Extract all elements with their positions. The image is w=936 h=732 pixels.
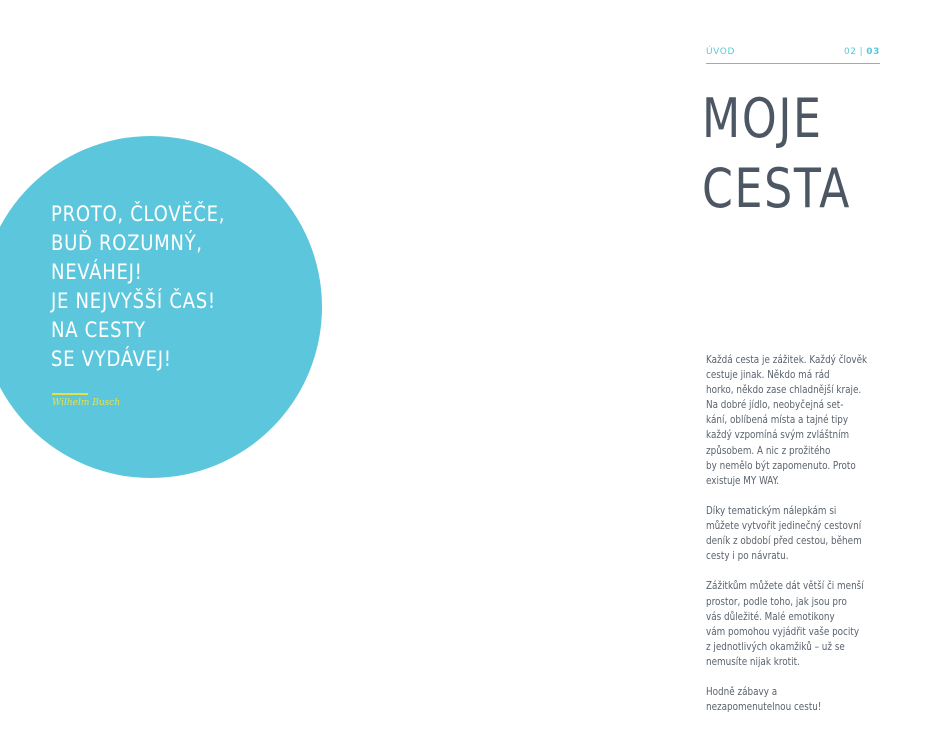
text-line: můžete vytvořit jedinečný cestovní [706,520,862,533]
text-line: vám pomohou vyjádřit vaše pocity [706,625,860,638]
text-line: z jednotlivých okamžiků – už se [706,640,845,653]
page-separator: | [859,47,864,57]
title-line: MOJE [702,87,823,150]
text-line: existuje MY WAY. [706,474,780,487]
quote-author: Wilhelm Busch [52,398,121,408]
text-line: nezapomenutelnou cestu! [706,701,822,714]
intro-text [706,353,891,730]
text-line: Na dobré jídlo, neobyčejná set- [706,399,844,412]
quote-line: PROTO, ČLOVĚČE, [51,202,226,226]
title-line: CESTA [702,157,852,220]
text-line: Každá cesta je zážitek. Každý člověk [706,354,868,366]
paragraph [706,353,891,489]
page-numbers [844,47,880,57]
paragraph [706,685,891,715]
text-line: cestuje jinak. Někdo má rád [706,369,830,382]
quote-line: NA CESTY [51,318,146,342]
text-line: Hodně zábavy a [706,686,778,699]
text-line: horko, někdo zase chladnější kraje. [706,384,862,397]
section-label: ÚVOD [706,47,736,57]
quote-line: JE NEJVYŠŠÍ ČAS! [51,289,216,313]
quote-line: SE VYDÁVEJ! [51,347,172,371]
text-line: Zážitkům můžete dát větší či menší [706,580,864,593]
text-line: Díky tematickým nálepkám si [706,504,837,517]
text-line: nemusíte nijak krotit. [706,655,800,668]
paragraph [706,504,891,564]
paragraph [706,579,891,670]
text-line: každý vzpomíná svým zvláštním [706,429,850,442]
quote-line: BUĎ ROZUMNÝ, [51,231,203,255]
author-rule [52,393,88,395]
quote-line: NEVÁHEJ! [51,260,143,284]
text-line: kání, oblíbená místa a tajné tipy [706,414,849,427]
page-header [706,46,880,64]
text-line: prostor, podle toho, jak jsou pro [706,595,847,608]
page-title [702,84,851,224]
page-number-left: 02 [843,47,857,57]
text-line: způsobem. A nic z prožitého [706,444,831,457]
text-line: vás důležité. Malé emotikony [706,610,835,623]
quote [51,200,275,374]
text-line: deník z období před cestou, během [706,535,862,548]
text-line: by nemělo být zapomenuto. Proto [706,459,856,472]
text-line: cesty i po návratu. [706,550,789,563]
page-number-current: 03 [866,47,880,57]
